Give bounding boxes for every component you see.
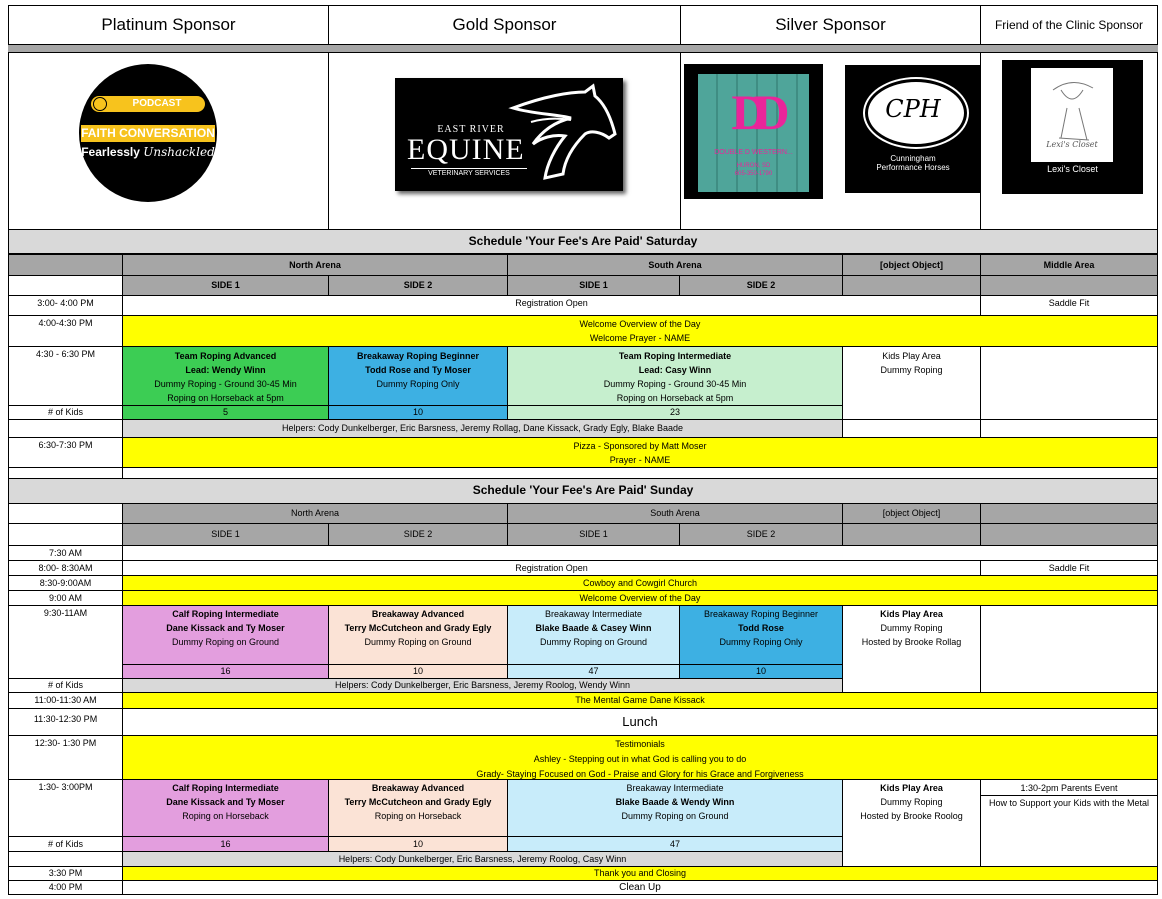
fearlessly-unshackled-label: Fearlessly Unshackled — [81, 145, 215, 159]
sat-kids-title: Kids Play Area — [882, 351, 941, 361]
sun-calf-roping-intermediate-pm — [122, 779, 329, 837]
sun-ba2-detail: Roping on Horseback — [374, 811, 462, 821]
sun-time-lunch: 11:30-12:30 PM — [8, 708, 123, 736]
sat-pizza-prayer: Prayer - NAME — [609, 455, 671, 465]
lexis-closet-logo — [1002, 60, 1143, 194]
sun-south-arena: South Arena — [507, 503, 843, 524]
sun-bi2-detail: Dummy Roping on Ground — [621, 811, 729, 821]
faith-conversation-label: FAITH CONVERSATION — [81, 126, 215, 140]
sun-ba2-title: Breakaway Advanced — [371, 783, 465, 793]
sun-testimonial-grady: Grady- Staying Focused on God - Praise and Glory for his Grace and Forgiveness — [476, 769, 804, 779]
sat-saddle-fit: Saddle Fit — [980, 295, 1158, 316]
sat-south-side2: SIDE 2 — [679, 275, 843, 296]
sun-kids-count-5: 16 — [122, 836, 329, 852]
sun-middle-side-blank — [980, 523, 1158, 546]
sun-ba2-leads: Terry McCutcheon and Grady Egly — [344, 797, 492, 807]
dd-phone: 605-350-1790 — [734, 171, 773, 177]
saturday-title: Schedule 'Your Fee's Are Paid' Saturday — [8, 229, 1158, 254]
sat-helpers-kids-blank — [842, 419, 981, 438]
sat-side-blank — [8, 275, 123, 296]
sun-time-730: 7:30 AM — [8, 545, 123, 561]
sat-time-registration: 3:00- 4:00 PM — [8, 295, 123, 316]
sun-parents-event — [980, 779, 1158, 867]
sat-pizza-text: Pizza - Sponsored by Matt Moser — [573, 441, 707, 451]
cph-line2: Performance Horses — [876, 163, 950, 172]
sun-kids-count-7: 47 — [507, 836, 843, 852]
sun-time-registration: 8:00- 8:30AM — [8, 560, 123, 576]
sun-time-welcome: 9:00 AM — [8, 590, 123, 606]
sun-testimonial-ashley: Ashley - Stepping out in what God is calling you to do — [533, 754, 747, 764]
sun-bi-leads: Blake Baade & Casey Winn — [535, 623, 652, 633]
sun-ba-leads: Terry McCutcheon and Grady Egly — [344, 623, 492, 633]
sun-time-morning-session: 9:30-11AM — [8, 605, 123, 679]
sun-cri2-title: Calf Roping Intermediate — [172, 783, 279, 793]
sat-registration: Registration Open — [122, 295, 981, 316]
sun-parents-detail: How to Support your Kids with the Metal — [981, 795, 1157, 810]
sat-kids-side-blank — [842, 275, 981, 296]
sun-kids-play-area-pm — [842, 779, 981, 867]
sun-middle-morning-blank — [980, 605, 1158, 693]
sun-kids-count-3: 47 — [507, 664, 680, 679]
sun-north-side2: SIDE 2 — [328, 523, 508, 546]
sun-cri-title: Calf Roping Intermediate — [172, 609, 279, 619]
lexi-script: Lexi's Closet — [1046, 140, 1098, 149]
sat-header-blank — [8, 254, 123, 276]
sun-north-arena: North Arena — [122, 503, 508, 524]
equine-line1: EAST RIVER — [437, 124, 505, 135]
sun-helpers: Helpers: Cody Dunkelberger, Eric Barsness, Jeremy Roolog, Wendy Winn — [122, 678, 843, 693]
podcast-label: PODCAST — [132, 98, 182, 109]
sun-kids2-title: Kids Play Area — [880, 783, 943, 793]
sun-ba-title: Breakaway Advanced — [371, 609, 465, 619]
sat-tri-lead: Lead: Casy Winn — [638, 365, 712, 375]
sun-calf-roping-intermediate — [122, 605, 329, 665]
sat-south-side1: SIDE 1 — [507, 275, 680, 296]
sun-closing: Thank you and Closing — [122, 866, 1158, 881]
east-river-equine-logo — [395, 78, 623, 191]
sun-church: Cowboy and Cowgirl Church — [122, 575, 1158, 591]
sat-tri-detail1: Dummy Roping - Ground 30-45 Min — [603, 379, 747, 389]
sun-time-cleanup: 4:00 PM — [8, 880, 123, 895]
sun-time-afternoon-session: 1:30- 3:00PM — [8, 779, 123, 837]
sun-bi-title: Breakaway Intermediate — [544, 609, 643, 619]
sun-bi2-title: Breakaway Intermediate — [626, 783, 724, 793]
sat-north-side1: SIDE 1 — [122, 275, 329, 296]
sun-time-testimonials: 12:30- 1:30 PM — [8, 735, 123, 780]
sat-middle-side-blank — [980, 275, 1158, 296]
sun-welcome: Welcome Overview of the Day — [122, 590, 1158, 606]
sat-helpers-middle-blank — [980, 419, 1158, 438]
sat-welcome-prayer: Welcome Prayer - NAME — [589, 333, 691, 343]
cunningham-logo — [845, 65, 981, 193]
sun-time-closing: 3:30 PM — [8, 866, 123, 881]
microphone-icon — [93, 97, 107, 111]
equine-line2: EQUINE — [407, 133, 525, 166]
sun-kids-side-blank — [842, 523, 981, 546]
sun-parents-title: 1:30-2pm Parents Event — [1020, 783, 1118, 793]
sunday-title: Schedule 'Your Fee's Are Paid' Sunday — [8, 478, 1158, 504]
sun-kids-count-6: 10 — [328, 836, 508, 852]
dd-name: DOUBLE D WESTERN... — [714, 149, 793, 156]
sat-north-arena: North Arena — [122, 254, 508, 276]
sun-ba-detail: Dummy Roping on Ground — [364, 637, 472, 647]
sun-730-blank — [122, 545, 1158, 561]
sun-bi-detail: Dummy Roping on Ground — [539, 637, 648, 647]
sat-middle-blank — [980, 346, 1158, 420]
sun-breakaway-intermediate — [507, 605, 680, 665]
silver-sponsor-header: Silver Sponsor — [680, 5, 981, 45]
sat-brb-detail: Dummy Roping Only — [376, 379, 460, 389]
sat-north-side2: SIDE 2 — [328, 275, 508, 296]
sun-cri-detail: Dummy Roping on Ground — [171, 637, 280, 647]
faith-conversation-logo — [79, 64, 217, 202]
sat-welcome-block — [122, 315, 1158, 347]
sun-registration: Registration Open — [122, 560, 981, 576]
sat-tra-detail1: Dummy Roping - Ground 30-45 Min — [154, 379, 297, 389]
sat-pizza-block — [122, 437, 1158, 468]
equine-line3: VETERINARY SERVICES — [411, 168, 527, 179]
sat-tri-title: Team Roping Intermediate — [618, 351, 732, 361]
friend-sponsor-header: Friend of the Clinic Sponsor — [980, 5, 1158, 45]
sun-brb-detail: Dummy Roping Only — [719, 637, 803, 647]
sun-kids-title: Kids Play Area — [880, 609, 943, 619]
sun-kids-count-label: # of Kids — [8, 678, 123, 693]
sun-helpers2-blank — [8, 851, 123, 867]
sun-south-side1: SIDE 1 — [507, 523, 680, 546]
sat-helpers: Helpers: Cody Dunkelberger, Eric Barsness, Jeremy Rollag, Dane Kissack, Grady Egly, Blake Baade — [122, 419, 843, 438]
sun-north-side1: SIDE 1 — [122, 523, 329, 546]
sun-middle-blank — [980, 503, 1158, 524]
gold-sponsor-header: Gold Sponsor — [328, 5, 681, 45]
sun-lunch: Lunch — [122, 708, 1158, 736]
sun-saddle-fit: Saddle Fit — [980, 560, 1158, 576]
sun-south-side2: SIDE 2 — [679, 523, 843, 546]
sat-south-arena: South Arena — [507, 254, 843, 276]
sat-kids-count-3: 23 — [507, 405, 843, 420]
sun-time-church: 8:30-9:00AM — [8, 575, 123, 591]
sun-bi2-leads: Blake Baade & Wendy Winn — [615, 797, 735, 807]
platinum-sponsor-header: Platinum Sponsor — [8, 5, 329, 45]
sun-mental-game: The Mental Game Dane Kissack — [122, 692, 1158, 709]
sun-cri2-detail: Roping on Horseback — [182, 811, 269, 821]
sun-brb-leads: Todd Rose — [738, 623, 784, 633]
sat-time-session: 4:30 - 6:30 PM — [8, 346, 123, 406]
sun-header-blank — [8, 503, 123, 524]
sun-kids-count-1: 16 — [122, 664, 329, 679]
sun-cri2-leads: Dane Kissack and Ty Moser — [166, 797, 285, 807]
sun-breakaway-advanced-pm — [328, 779, 508, 837]
sun-kids-area: [object Object] — [842, 503, 981, 524]
sat-middle-area: Middle Area — [980, 254, 1158, 276]
sun-cri-leads: Dane Kissack and Ty Moser — [166, 623, 285, 633]
sat-tra-title: Team Roping Advanced — [174, 351, 277, 361]
sat-team-roping-intermediate — [507, 346, 843, 406]
sun-kids-count-4: 10 — [679, 664, 843, 679]
sun-kids2-detail: Dummy Roping — [880, 797, 943, 807]
lexi-name: Lexi's Closet — [1047, 164, 1098, 174]
sat-time-welcome: 4:00-4:30 PM — [8, 315, 123, 347]
sun-breakaway-intermediate-pm — [507, 779, 843, 837]
sat-helpers-blank — [8, 419, 123, 438]
sun-kids-count-2: 10 — [328, 664, 508, 679]
cph-mark: CPH — [885, 95, 941, 123]
sun-side-blank — [8, 523, 123, 546]
sat-kids-detail: Dummy Roping — [880, 365, 943, 375]
dd-mark: DD — [731, 84, 776, 140]
lexi-image-panel — [1031, 68, 1113, 162]
sun-cleanup: Clean Up — [122, 880, 1158, 895]
double-d-western-logo — [684, 64, 823, 199]
sat-breakaway-beginner — [328, 346, 508, 406]
sat-kids-count-2: 10 — [328, 405, 508, 420]
sat-team-roping-advanced — [122, 346, 329, 406]
sat-welcome-text: Welcome Overview of the Day — [579, 319, 701, 329]
sat-tri-detail2: Roping on Horseback at 5pm — [616, 393, 734, 403]
sun-breakaway-advanced — [328, 605, 508, 665]
sat-kids-area: [object Object] — [842, 254, 981, 276]
sun-time-mental: 11:00-11:30 AM — [8, 692, 123, 709]
sun-testimonials-title: Testimonials — [615, 739, 665, 749]
sun-kids-count-label-pm: # of Kids — [8, 836, 123, 852]
sat-brb-leads: Todd Rose and Ty Moser — [365, 365, 471, 375]
sun-breakaway-beginner — [679, 605, 843, 665]
sun-helpers-pm: Helpers: Cody Dunkelberger, Eric Barsness, Jeremy Roolog, Casy Winn — [122, 851, 843, 867]
header-divider — [8, 45, 1158, 52]
cph-line1: Cunningham — [890, 154, 936, 163]
sat-time-pizza: 6:30-7:30 PM — [8, 437, 123, 468]
sat-kids-count-1: 5 — [122, 405, 329, 420]
sun-kids-detail: Dummy Roping — [880, 623, 943, 633]
sat-tra-detail2: Roping on Horseback at 5pm — [167, 393, 284, 403]
sun-kids-play-area — [842, 605, 981, 693]
sat-brb-title: Breakaway Roping Beginner — [356, 351, 480, 361]
dd-city: HURON, SD — [736, 163, 771, 169]
sun-testimonials — [122, 735, 1158, 780]
sun-brb-title: Breakaway Roping Beginner — [703, 609, 819, 619]
sat-tra-lead: Lead: Wendy Winn — [185, 365, 266, 375]
sat-kids-count-label: # of Kids — [8, 405, 123, 420]
sun-kids-host: Hosted by Brooke Rollag — [861, 637, 962, 647]
sun-kids2-host: Hosted by Brooke Roolog — [860, 811, 963, 821]
sat-kids-play-area — [842, 346, 981, 420]
